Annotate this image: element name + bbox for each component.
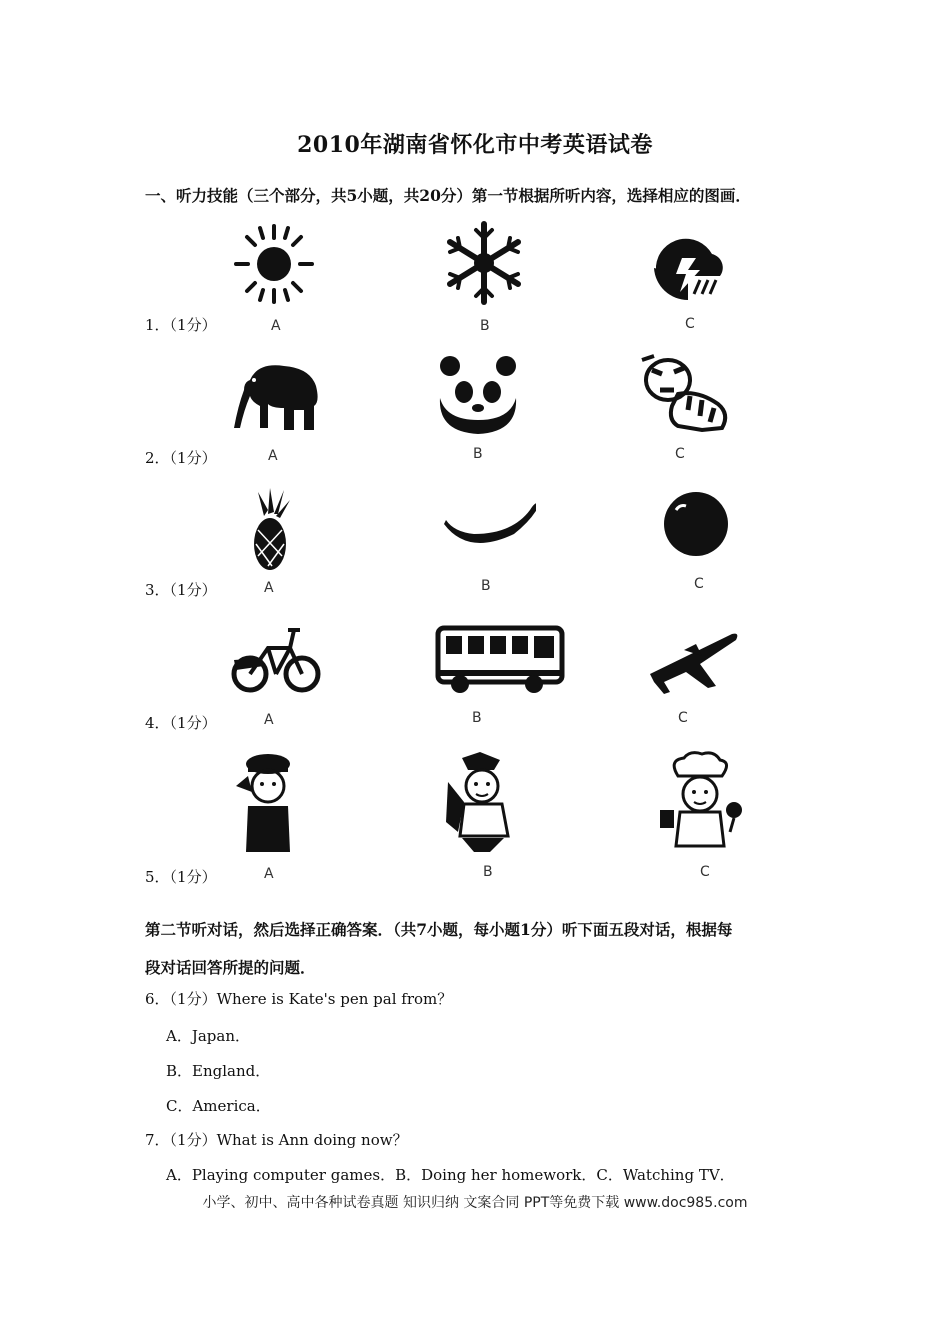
airplane-icon [644,620,740,706]
option-letter: A [264,580,274,596]
option-letter: A [271,318,281,334]
policeman-icon [222,752,318,856]
page-title: 2010年湖南省怀化市中考英语试卷 [297,132,653,158]
question-1-number: 1．（1分） [145,316,217,334]
option-letter: C [694,576,704,592]
question-6-choice-b: B．England． [166,1062,271,1080]
apple-icon [650,484,746,570]
bicycle-icon [228,618,324,704]
option-letter: A [268,448,278,464]
panda-icon [430,352,526,438]
option-letter: A [264,866,274,882]
question-6-choice-c: C．America． [166,1097,271,1115]
tiger-icon [638,350,734,436]
option-letter: B [483,864,493,880]
banana-icon [440,490,536,576]
rain-cloud-icon [640,218,736,304]
option-letter: C [700,864,710,880]
option-letter: C [685,316,695,332]
question-2-number: 2．（1分） [145,449,217,467]
question-6-choice-a: A．Japan． [166,1027,250,1045]
section2-heading-line1: 第二节听对话，然后选择正确答案．（共7小题，每小题1分）听下面五段对话，根据每 [145,920,733,939]
question-5-number: 5．（1分） [145,868,217,886]
option-letter: B [473,446,483,462]
option-letter: A [264,712,274,728]
section2-heading-line2: 段对话回答所提的问题． [145,958,316,977]
question-7-text: 7．（1分）What is Ann doing now？ [145,1131,408,1149]
question-3-number: 3．（1分） [145,581,217,599]
footer-text: 小学、初中、高中各种试卷真题 知识归纳 文案合同 PPT等免费下载 www.doc985.com [202,1195,748,1211]
elephant-icon [228,356,324,442]
question-6-text: 6．（1分）Where is Kate's pen pal from？ [145,990,453,1008]
option-letter: B [480,318,490,334]
option-letter: B [481,578,491,594]
section1-heading: 一、听力技能（三个部分，共5小题，共20分）第一节根据所听内容，选择相应的图画． [145,186,751,205]
bus-icon [434,620,566,700]
pineapple-icon [228,486,324,572]
snowflake-icon [436,220,532,306]
dancer-icon [434,752,530,856]
question-4-number: 4．（1分） [145,714,217,732]
option-letter: C [678,710,688,726]
cook-icon [650,750,746,854]
question-7-choices: A．Playing computer games．B．Doing her homework．C．Watching TV． [166,1166,735,1184]
option-letter: C [675,446,685,462]
sun-icon [228,222,324,308]
option-letter: B [472,710,482,726]
